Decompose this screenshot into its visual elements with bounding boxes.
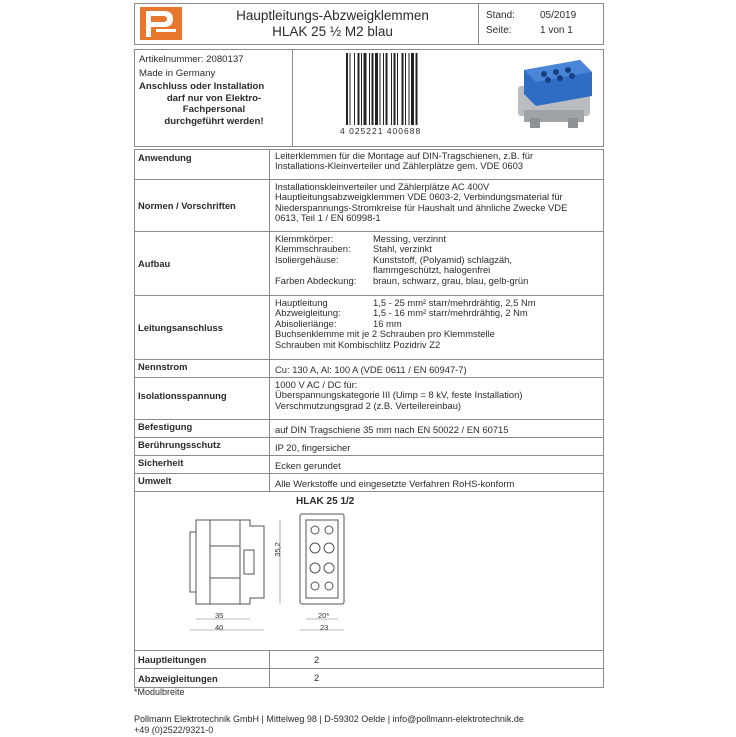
label-aufbau: Aufbau — [134, 232, 270, 295]
value-beruehrungsschutz: IP 20, fingersicher — [275, 442, 351, 453]
product-image — [510, 52, 598, 132]
value-leitungsanschluss: Hauptleitung 1,5 - 25 mm² starr/mehrdrähtig, 2,5 Nm Abzweigleitung: 1,5 - 16 mm² starr/mehrdrähtig, 2 Nm Abisolierlänge: 16 mm Buchsenklemme mit je 2 Schrauben pro Klemmstelle Schrauben mit Kombischlitz Pozidriv Z2 — [275, 297, 536, 350]
value-aufbau: Klemmkörper: Messing, verzinnt Klemmschrauben: Stahl, verzinkt Isoliergehäuse: Kunststoff, (Polyamid) schlagzäh, flammgeschützt, halogenfrei Farben Abdeckung: braun, schwarz, grau, blau, gelb-grün — [275, 233, 529, 286]
dim-35-2: 35,2 — [272, 542, 282, 557]
seite-value: 1 von 1 — [540, 25, 573, 36]
label-abzweigleitungen: Abzweigleitungen — [134, 669, 270, 687]
label-normen: Normen / Vorschriften — [134, 180, 270, 231]
row-normen — [134, 180, 604, 232]
row-nennstrom — [134, 360, 604, 378]
title-line-2: HLAK 25 ½ M2 blau — [272, 24, 393, 39]
value-normen: Installationskleinverteiler und Zählerplätze AC 400V Hauptleitungsabzweigklemmen VDE 0603-2, Verbindungsmaterial für Niederspannungs-Stromkreise für Haushalt und ähnliche Zwecke VDE 0613, Teil 1 / EN 60998-1 — [275, 181, 568, 224]
row-befestigung — [134, 420, 604, 438]
value-nennstrom: Cu: 130 A, Al: 100 A (VDE 0611 / EN 60947-7) — [275, 364, 467, 375]
row-leitungsanschluss — [134, 296, 604, 360]
barcode-bar — [383, 53, 384, 125]
barcode-bar — [350, 53, 351, 125]
barcode-bar — [411, 53, 414, 125]
value-anwendung: Leiterklemmen für die Montage auf DIN-Tragschienen, z.B. für Installations-Kleinverteiler und Zählerplätze gem. VDE 0603 — [275, 150, 534, 172]
row-umwelt — [134, 474, 604, 492]
footer-phone: +49 (0)2522/9321-0 — [134, 725, 214, 735]
seite-label: Seite: — [486, 25, 512, 36]
stand-label: Stand: — [486, 10, 515, 21]
value-hauptleitungen: 2 — [314, 654, 320, 665]
label-sicherheit: Sicherheit — [134, 456, 270, 473]
label-leitungsanschluss: Leitungsanschluss — [134, 296, 270, 359]
header-divider — [478, 3, 479, 45]
dim-35: 35 — [215, 611, 224, 620]
label-isolationsspannung: Isolationsspannung — [134, 378, 270, 419]
article-number: Artikelnummer: 2080137 — [139, 54, 244, 65]
row-hauptleitungen — [134, 651, 604, 669]
stand-value: 05/2019 — [540, 10, 577, 21]
label-anwendung: Anwendung — [134, 149, 270, 179]
company-logo — [140, 7, 182, 40]
barcode-bar — [372, 53, 374, 125]
barcode-bar — [358, 53, 360, 125]
row-abzweigleitungen — [134, 669, 604, 688]
footer-address: Pollmann Elektrotechnik GmbH | Mittelweg 98 | D-59302 Oelde | info@pollmann-elektrotechnik.de — [134, 714, 524, 724]
value-sicherheit: Ecken gerundet — [275, 460, 341, 471]
barcode-bar — [361, 53, 362, 125]
barcode-number: 4 025221 400688 — [340, 126, 422, 136]
title-line-1: Hauptleitungs-Abzweigklemmen — [236, 8, 429, 23]
label-beruehrungsschutz: Berührungsschutz — [134, 438, 270, 455]
barcode-bar — [354, 53, 355, 125]
drawing-title: HLAK 25 1/2 — [296, 496, 355, 507]
row-sicherheit — [134, 456, 604, 474]
barcode-bar — [386, 53, 388, 125]
barcode-bar — [409, 53, 410, 125]
barcode-bar — [416, 53, 418, 125]
info-divider — [292, 49, 293, 147]
technical-drawing — [180, 506, 380, 638]
label-nennstrom: Nennstrom — [134, 360, 270, 377]
made-in-germany: Made in Germany — [139, 68, 216, 79]
barcode-bar — [364, 53, 367, 125]
dim-23: 23 — [320, 623, 329, 632]
row-isolationsspannung — [134, 378, 604, 420]
label-hauptleitungen: Hauptleitungen — [134, 651, 270, 668]
value-umwelt: Alle Werkstoffe und eingesetzte Verfahren RoHS-konform — [275, 478, 515, 489]
barcode-bar — [375, 53, 378, 125]
row-beruehrungsschutz — [134, 438, 604, 456]
barcode-bar — [394, 53, 396, 125]
value-befestigung: auf DIN Tragschiene 35 mm nach EN 50022 / EN 60715 — [275, 424, 509, 435]
barcode-bar — [380, 53, 381, 125]
barcode-bar — [397, 53, 398, 125]
barcode — [344, 53, 444, 125]
installation-warning: Anschluss oder Installation darf nur von Elektro- Fachpersonal durchgeführt werden! — [139, 81, 265, 127]
label-befestigung: Befestigung — [134, 420, 270, 437]
barcode-bar — [402, 53, 404, 125]
barcode-bar — [346, 53, 348, 125]
row-anwendung — [134, 149, 604, 180]
label-umwelt: Umwelt — [134, 474, 270, 491]
value-abzweigleitungen: 2 — [314, 672, 320, 683]
dim-40: 40 — [215, 623, 224, 632]
footnote: *Modulbreite — [134, 687, 185, 697]
dim-20: 20* — [318, 611, 330, 620]
barcode-bar — [369, 53, 370, 125]
barcode-bar — [391, 53, 392, 125]
value-isolationsspannung: 1000 V AC / DC für: Überspannungskategorie III (Uimp = 8 kV, feste Installation) Verschmutzungsgrad 2 (z.B. Verteilereinbau) — [275, 379, 523, 411]
row-aufbau — [134, 232, 604, 296]
barcode-bar — [405, 53, 406, 125]
document-title — [190, 8, 475, 40]
